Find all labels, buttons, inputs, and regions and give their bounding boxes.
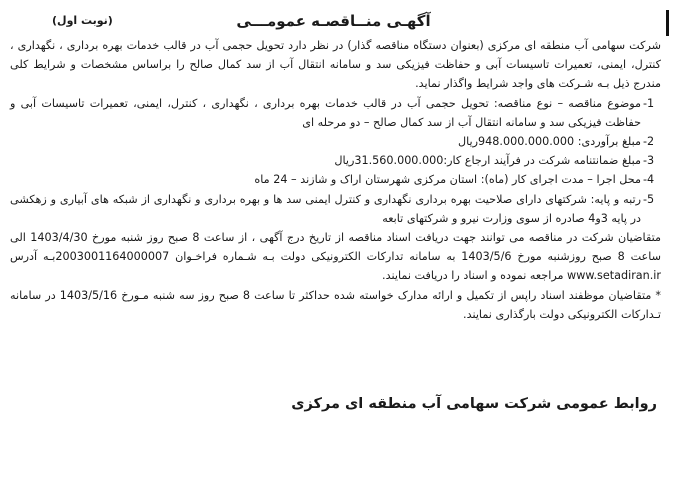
item-text: مبلغ ضمانتنامه شرکت در فرآیند ارجاع کار:31.560.000.000ریال (334, 154, 641, 168)
item-text: موضوع مناقصه – نوع مناقصه: تحویل حجمی آب در قالب خدمات بهره برداری ، نگهداری ، کنترل، ایمنی، تعمیرات تاسیسات آبی و حفاظت فیزیکی سد و سامانه انتقال آب از سد کمال صالح – دو مرحله ای (10, 96, 641, 129)
turn-label: (نوبت اول) (52, 14, 113, 27)
item-number: 3- (643, 154, 655, 168)
receive-documents-paragraph: متقاضیان شرکت در مناقصه می توانند جهت دریافت اسناد مناقصه از تاریخ درج آگهی ، از ساعت 8 صبح روز شنبه مورخ 1403/4/30 الی ساعت 8 صبح روزشنبه مورخ 1403/5/6 به سامانه تدارکات الکترونیکی دولت بـه شـماره فراخـوان 2003001164000007بـه آدرس www.setadiran.ir مراجعه نموده و اسناد را دریافت نمایند. (10, 231, 662, 283)
list-item (10, 170, 661, 189)
item-text: رتبه و پایه: شرکتهای دارای صلاحیت بهره برداری نگهداری و کنترل ایمنی سد ها و بهره برداری و نگهداری از شبکه های آبیاری و زهکشی در پایه 3و4 صادره از سوی وزارت نیرو و شرکتهای تابعه (10, 192, 641, 225)
list-item (10, 94, 661, 132)
list-item (10, 151, 661, 170)
notice-title: آگهـی منــاقصـه عمومـــی (236, 12, 431, 30)
notice-header (6, 12, 661, 34)
notice-body (10, 36, 661, 324)
item-text: محل اجرا – مدت اجرای کار (ماه): استان مرکزی شهرستان اراک و شازند – 24 ماه (254, 173, 641, 187)
submission-note-paragraph: * متقاضیان موظفند اسناد راپس از تکمیل و ارائه مدارک خواسته شده حداکثر تا ساعت 8 صبح روز سه شنبه مـورخ 1403/5/16 در سامانه تـدارکات الکترونیکی دولت بارگذاری نمایند. (10, 288, 661, 321)
list-item (10, 132, 661, 151)
margin-bar (666, 10, 669, 36)
item-text: مبلغ برآوردی: 948.000.000.000ریال (457, 135, 641, 149)
list-item (10, 190, 661, 228)
tender-notice (6, 4, 673, 477)
intro-paragraph: شرکت سهامی آب منطقه ای مرکزی (بعنوان دستگاه مناقصه گذار) در نظر دارد تحویل حجمی آب در قالب خدمات بهره برداری ، نگهداری ، کنترل، ایمنی، تعمیرات تاسیسات آبی و حفاظت فیزیکی سد و سامانه انتقال آب از سد کمال صالح را براساس مشخصات و شرایط کلی مندرج ذیل بـه شـرکت های واجد شرایط واگذار نماید. (10, 39, 661, 91)
item-number: 2- (643, 135, 655, 149)
conditions-list (10, 94, 661, 228)
item-number: 5- (643, 192, 655, 206)
item-number: 1- (643, 96, 655, 110)
item-number: 4- (643, 173, 655, 187)
public-relations-signature: روابط عمومی شرکت سهامی آب منطقه ای مرکزی (291, 396, 657, 412)
